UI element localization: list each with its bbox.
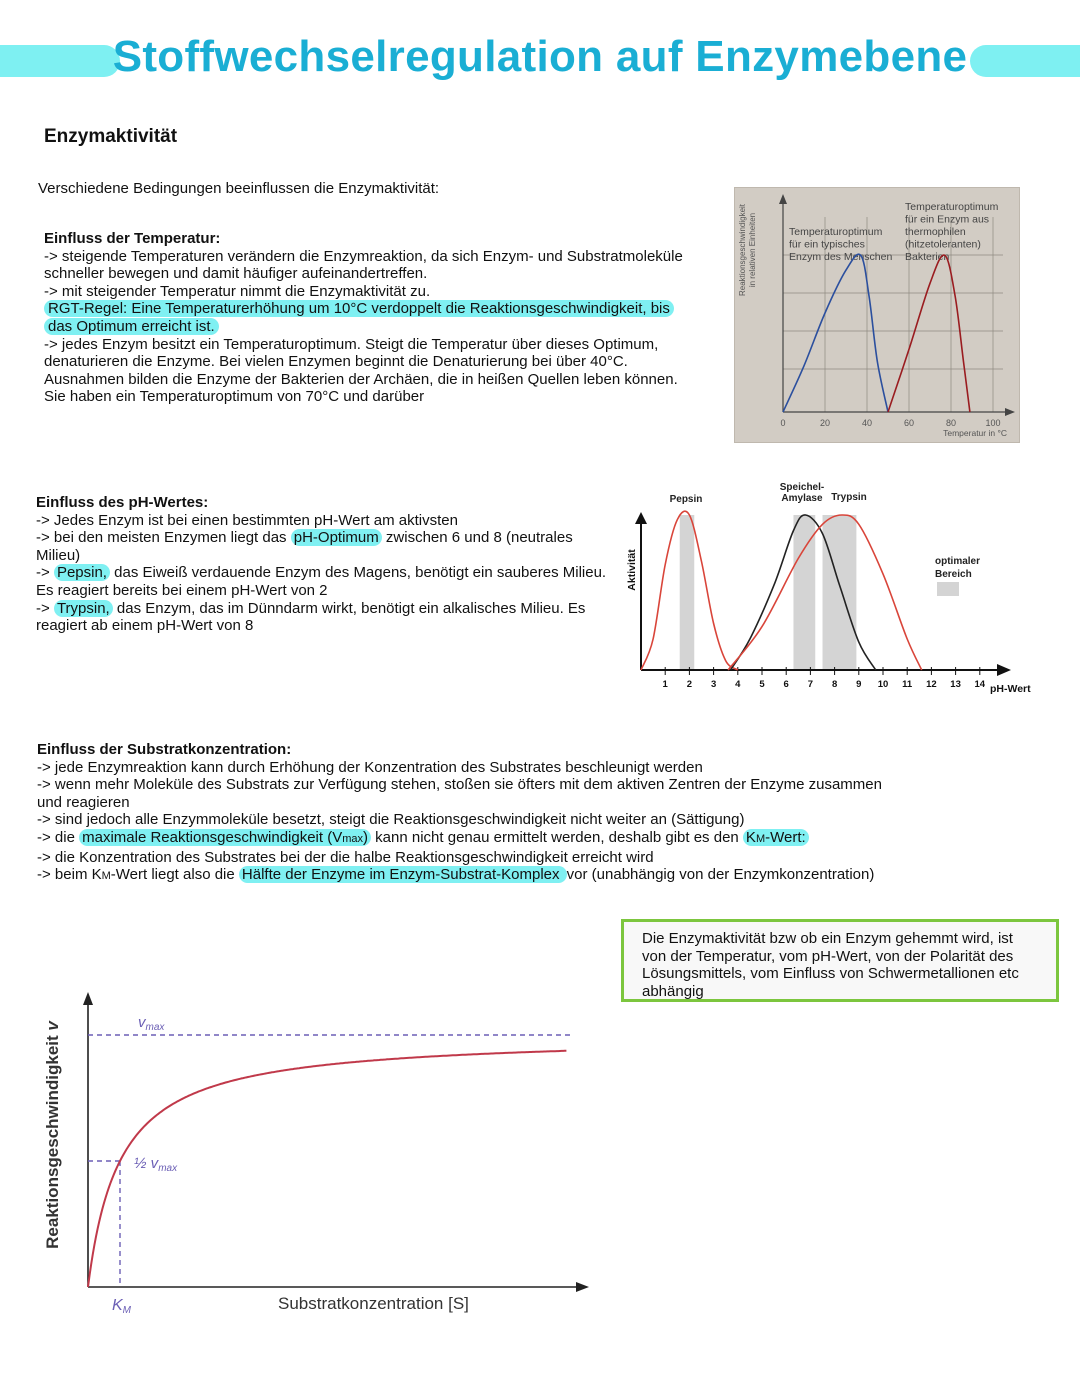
optimal-range-band (680, 515, 695, 670)
ph-optimum-highlight: pH-Optimum (291, 529, 382, 546)
ph-text: -> (36, 564, 54, 582)
ph-line (36, 564, 626, 582)
temperature-chart-photo (734, 187, 1020, 443)
page-title: Stoffwechselregulation auf Enzymebene (112, 32, 968, 81)
annotation-line: thermophilen (905, 226, 966, 238)
y-axis-label-part: in relativen Einheiten (748, 212, 757, 288)
vmax-highlight-close: ) (363, 828, 369, 846)
ph-line: Milieu) (36, 546, 81, 564)
ph-line: reagiert ab einem pH-Wert von 8 (36, 617, 254, 635)
half-vmax-label-sub: max (158, 1163, 178, 1174)
x-tick-label: 60 (903, 418, 915, 428)
temperature-line: Sie haben ein Temperaturoptimum von 70°C und darüber (44, 388, 425, 406)
vmax-label-sub: max (145, 1022, 165, 1033)
x-axis-arrow (576, 1282, 589, 1292)
substrate-line: -> wenn mehr Moleküle des Substrats zur Verfügung stehen, stoßen sie öfters mit dem aktiven Zentren der Enzyme zusammen (37, 776, 882, 794)
x-tick-label: 40 (861, 418, 873, 428)
y-axis-label: Aktivität (626, 549, 638, 591)
km-sub: M (755, 832, 766, 845)
ph-line: Es reagiert bereits bei einem pH-Wert von 2 (36, 581, 328, 599)
x-tick-label: 13 (950, 679, 961, 690)
x-axis-label: Temperatur in °C (943, 428, 1007, 438)
x-tick-label: 4 (735, 679, 741, 690)
series-label: Amylase (781, 493, 823, 504)
ph-text: das Enzym, das im Dünndarm wirkt, benötigt ein alkalisches Milieu. Es (112, 599, 586, 617)
ph-line: -> Jedes Enzym ist bei einen bestimmten pH-Wert am aktivsten (36, 511, 458, 529)
annotation-line: (hitzetoleranten) (905, 238, 981, 251)
x-tick-label: 12 (926, 679, 937, 690)
annotation-line: Temperaturoptimum (905, 201, 999, 213)
series-label: Trypsin (831, 492, 867, 503)
ph-text: -> bei den meisten Enzymen liegt das (36, 529, 291, 547)
km-text: K (745, 828, 756, 846)
x-tick-label: 2 (686, 679, 693, 690)
km-sub: M (101, 870, 111, 883)
x-tick-label: 80 (945, 418, 957, 428)
temperature-chart (735, 188, 1019, 442)
annotation-line: Temperaturoptimum (789, 226, 883, 238)
legend-label: Bereich (935, 569, 972, 580)
y-axis-label-part: Reaktionsgeschwindigkeit (738, 203, 747, 297)
km-highlight (743, 829, 809, 846)
temperature-series-line (888, 255, 970, 412)
substrate-line (37, 866, 937, 886)
substrate-line (37, 829, 937, 849)
temperature-heading: Einfluss der Temperatur: (44, 230, 221, 247)
trypsin-highlight: Trypsin, (54, 600, 113, 617)
km-label-sub: M (122, 1305, 132, 1316)
y-axis-arrow (83, 992, 93, 1005)
y-axis-arrow (635, 512, 647, 524)
ph-block (36, 494, 626, 635)
x-tick-label: 3 (710, 679, 717, 690)
substrate-text: vor (unabhängig von der Enzymkonzentration) (566, 866, 875, 884)
substrate-text: -> die (37, 828, 80, 846)
ph-chart (620, 470, 1040, 700)
summary-note: Die Enzymaktivität bzw ob ein Enzym gehemmt wird, ist von der Temperatur, vom pH-Wert, von der Polarität des Lösungsmittels, vom Einfluss von Schwermetallionen etc abhängig (621, 919, 1059, 1002)
annotation-line: Enzym des Menschen (789, 251, 893, 263)
temperature-line: -> mit steigender Temperatur nimmt die Enzymaktivität zu. (44, 282, 431, 300)
ph-text: -> (36, 599, 54, 617)
x-tick-label: 100 (985, 418, 1001, 428)
x-axis-label: pH-Wert (990, 683, 1031, 695)
rgt-rule-highlight: das Optimum erreicht ist. (44, 318, 219, 335)
section-title: Enzymaktivität (44, 126, 178, 147)
temperature-line: -> steigende Temperaturen verändern die Enzymreaktion, da sich Enzym- und Substratmoleküle (44, 247, 683, 265)
substrate-line: -> die Konzentration des Substrates bei der die halbe Reaktionsgeschwindigkeit erreicht wird (37, 848, 654, 866)
ph-text: zwischen 6 und 8 (neutrales (381, 529, 573, 547)
annotation-line: für ein Enzym aus (905, 213, 990, 226)
x-axis-arrow (997, 664, 1011, 676)
section-intro: Verschiedene Bedingungen beeinflussen die Enzymaktivität: (38, 180, 440, 197)
substrate-heading: Einfluss der Substratkonzentration: (37, 741, 292, 758)
x-axis-arrow (1005, 408, 1015, 416)
rgt-rule-line (44, 300, 724, 318)
vmax-highlight (79, 829, 371, 846)
x-tick-label: 5 (759, 679, 765, 690)
optimal-range-band (823, 515, 857, 670)
temperature-line: Ausnahmen bilden die Enzyme der Bakterien der Archäen, die in heißen Quellen leben können. (44, 370, 678, 388)
annotation-line: Bakterien (905, 251, 950, 263)
series-label: Pepsin (669, 494, 703, 505)
substrate-text: kann nicht genau ermittelt werden, deshalb gibt es den (371, 828, 743, 846)
michaelis-menten-chart (30, 985, 610, 1330)
vmax-sub: max (342, 832, 364, 845)
pepsin-highlight: Pepsin, (54, 564, 110, 581)
substrate-text: -> beim K (37, 866, 102, 884)
temperature-line: denaturieren die Enzyme. Bei vielen Enzymen beginnt die Denaturierung bei über 40°C. (44, 353, 628, 371)
km-text-suffix: -Wert: (765, 828, 806, 846)
x-tick-label: 9 (856, 679, 862, 690)
half-vmax-label: ½ $v_{max}$ (134, 1155, 178, 1174)
substrate-line: -> jede Enzymreaktion kann durch Erhöhung der Konzentration des Substrates beschleunigt werden (37, 758, 703, 776)
vmax-label: $v_{max}$ (138, 1014, 165, 1033)
x-axis-label: Substratkonzentration [S] (278, 1294, 469, 1313)
y-axis-symbol: v (43, 1021, 62, 1031)
x-tick-label: 1 (662, 679, 668, 690)
ph-line (36, 529, 626, 547)
x-tick-label: 10 (877, 679, 889, 690)
series-label: Speichel- (779, 482, 825, 493)
x-tick-label: 14 (974, 679, 986, 690)
substrate-text: -Wert liegt also die (110, 866, 239, 884)
x-tick-label: 7 (807, 679, 814, 690)
temperature-line: schneller bewegen und damit häufiger aufeinandertreffen. (44, 265, 428, 283)
rgt-rule-line (44, 318, 724, 336)
substrate-line: und reagieren (37, 793, 130, 811)
x-tick-label: 8 (831, 679, 838, 690)
x-tick-label: 0 (780, 418, 786, 428)
substrate-block (37, 741, 937, 886)
x-tick-label: 6 (783, 679, 789, 690)
km-label: KM (112, 1297, 132, 1316)
y-axis-arrow (779, 194, 787, 204)
ph-line (36, 600, 626, 618)
y-axis-label (738, 203, 757, 296)
legend-label: optimaler (935, 556, 981, 567)
rgt-rule-highlight: RGT-Regel: Eine Temperaturerhöhung um 10°C verdoppelt die Reaktionsgeschwindigkeit, bis (44, 300, 674, 317)
temperature-series-line (783, 254, 888, 412)
temperature-line: -> jedes Enzym besitzt ein Temperaturoptimum. Steigt die Temperatur über dieses Optimum, (44, 335, 659, 353)
x-tick-label: 11 (902, 679, 913, 690)
vmax-highlight-text: maximale Reaktionsgeschwindigkeit (V (82, 828, 343, 846)
ph-text: das Eiweiß verdauende Enzym des Magens, benötigt ein sauberes Milieu. (109, 564, 607, 582)
temperature-block (44, 230, 724, 406)
substrate-line: -> sind jedoch alle Enzymmoleküle besetzt, steigt die Reaktionsgeschwindigkeit nicht weiter an (Sättigung) (37, 811, 745, 829)
x-tick-label: 20 (819, 418, 831, 428)
y-axis-label: Reaktionsgeschwindigkeit v (43, 1021, 62, 1249)
enzyme-substrate-highlight: Hälfte der Enzyme im Enzym-Substrat-Komplex (239, 866, 567, 883)
legend-swatch (937, 582, 959, 596)
ph-heading: Einfluss des pH-Wertes: (36, 494, 209, 511)
annotation-line: für ein typisches (789, 238, 865, 251)
